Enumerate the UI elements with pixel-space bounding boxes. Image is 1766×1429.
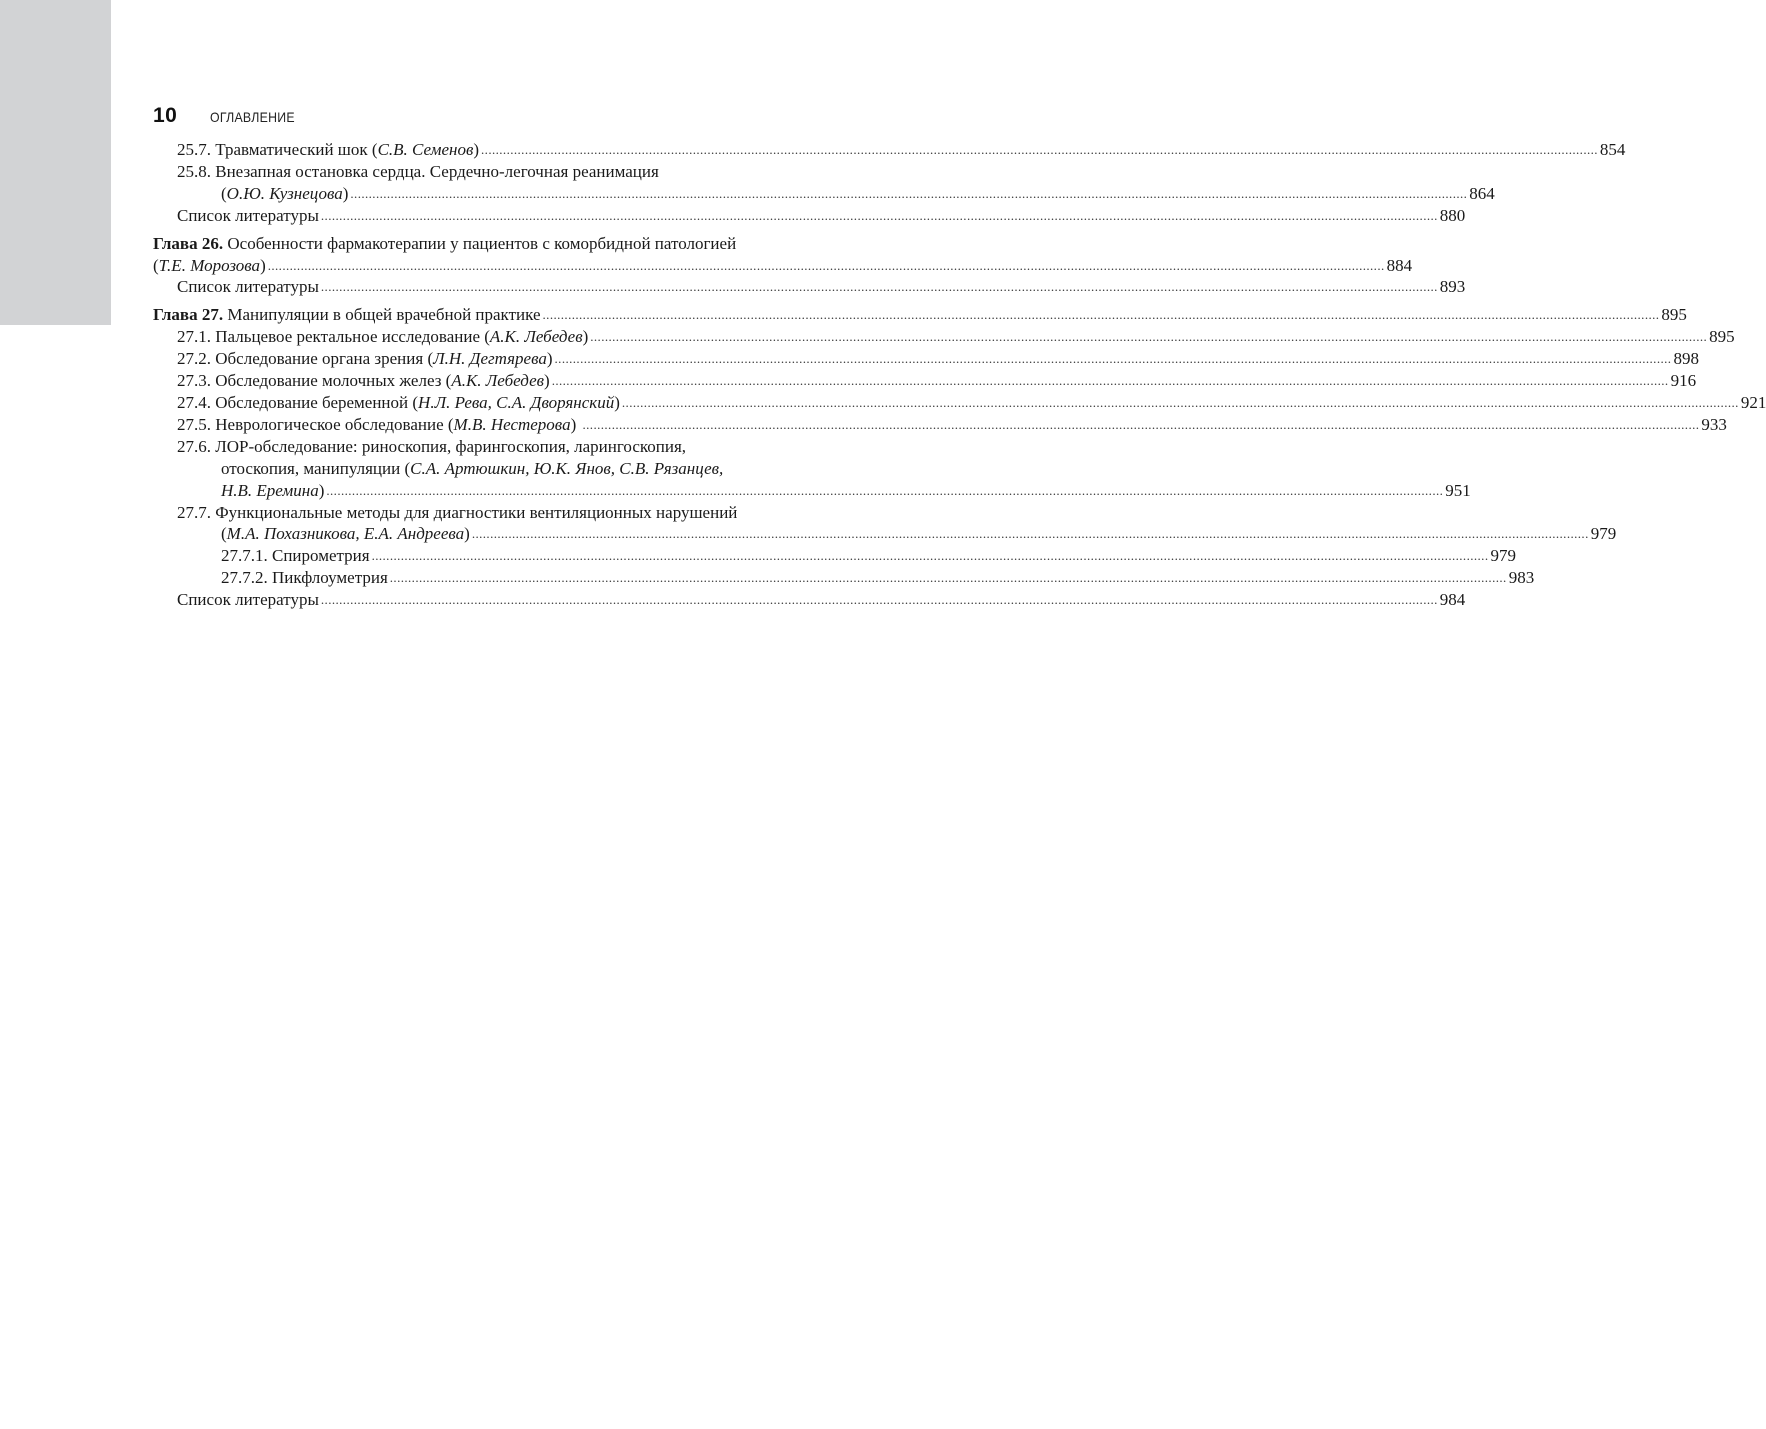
- section-number: 27.1.: [177, 327, 211, 347]
- entry-author: А.К. Лебедев: [451, 371, 545, 391]
- page-ref: 895: [1709, 327, 1735, 347]
- entry-author: М.А. Похазникова, Е.А. Андреева: [226, 524, 465, 544]
- toc-entry-27-6-line3[interactable]: [153, 480, 1471, 502]
- entry-author: С.А. Артюшкин, Ю.К. Янов, С.В. Рязанцев,: [410, 458, 724, 478]
- entry-title: Пальцевое ректальное исследование (: [215, 327, 490, 347]
- toc-chapter-26-author[interactable]: [153, 255, 1413, 277]
- dot-leader: [622, 392, 1739, 414]
- toc-entry-27-4[interactable]: [153, 392, 1766, 414]
- entry-title: Травматический шок (: [215, 140, 378, 159]
- section-number: 27.2.: [177, 349, 211, 369]
- entry-title: Внезапная остановка сердца. Сердечно-легочная реанимация: [215, 161, 659, 181]
- page-ref: 933: [1701, 414, 1727, 434]
- section-number: 27.7.2.: [221, 568, 268, 588]
- section-header: ОГЛАВЛЕНИЕ: [210, 109, 296, 125]
- entry-title: Список литературы: [177, 277, 319, 297]
- section-number: 25.8.: [177, 161, 211, 181]
- page-ref: 898: [1673, 349, 1699, 369]
- dot-leader: [543, 304, 1660, 326]
- dot-leader: [321, 276, 1438, 298]
- dot-leader: [372, 545, 1489, 567]
- paren: ): [464, 524, 470, 544]
- entry-title: Обследование молочных желез (: [215, 371, 452, 391]
- dot-leader: [590, 326, 1707, 348]
- entry-title: Особенности фармакотерапии у пациентов с коморбидной патологией: [227, 233, 737, 253]
- paren: (: [221, 524, 227, 544]
- toc-chapter-27[interactable]: [153, 304, 1687, 326]
- section-number: 27.7.1.: [221, 546, 268, 566]
- entry-title: Неврологическое обследование (: [215, 414, 454, 434]
- section-number: 27.5.: [177, 414, 211, 434]
- toc-entry-27-7-title[interactable]: [153, 502, 868, 524]
- paren: ): [582, 327, 589, 347]
- toc-chapter-26-title[interactable]: [153, 233, 868, 255]
- toc-entry-27-1[interactable]: [153, 326, 1735, 348]
- dot-leader: [321, 589, 1438, 611]
- page-ref: 884: [1386, 255, 1413, 275]
- entry-author: С.В. Семенов: [377, 140, 474, 159]
- page-ref: 916: [1670, 371, 1697, 391]
- entry-title: Функциональные методы для диагностики вентиляционных нарушений: [215, 502, 738, 522]
- toc-entry-27-7-1[interactable]: [153, 545, 1516, 567]
- entry-title: Манипуляции в общей врачебной практике: [227, 305, 541, 325]
- entry-author: Л.Н. Дегтярева: [433, 349, 547, 369]
- entry-title: Спирометрия: [272, 546, 370, 566]
- dot-leader: [555, 348, 1672, 370]
- page-ref: 895: [1661, 305, 1687, 325]
- chapter-label: Глава 26.: [153, 233, 224, 253]
- dot-leader: [481, 139, 1598, 161]
- section-number: 27.6.: [177, 436, 211, 456]
- paren: ): [473, 140, 480, 159]
- paren: ): [546, 349, 553, 369]
- page-ref: 983: [1508, 568, 1535, 588]
- section-number: 27.4.: [177, 392, 211, 412]
- entry-author: Т.Е. Морозова: [158, 255, 261, 275]
- toc-entry-literature-25[interactable]: [153, 205, 1466, 227]
- dot-leader: [326, 480, 1443, 502]
- toc-entry-27-7-2[interactable]: [153, 567, 1535, 589]
- entry-title: Пикфлоуметрия: [272, 568, 388, 588]
- toc-entry-27-2[interactable]: [153, 348, 1699, 370]
- page-ref: 951: [1445, 480, 1471, 500]
- dot-leader: [390, 567, 1507, 589]
- toc-entry-literature-26[interactable]: [153, 276, 1466, 298]
- dot-leader: [583, 414, 1700, 436]
- side-tab-marker: [0, 0, 111, 325]
- section-number: 27.3.: [177, 371, 211, 391]
- paren: ): [342, 183, 349, 203]
- page-ref: 893: [1439, 277, 1466, 297]
- toc-entry-27-5[interactable]: [153, 414, 1727, 436]
- entry-author: Н.В. Еремина: [221, 480, 319, 500]
- entry-author: Н.Л. Рева, С.А. Дворянский: [418, 392, 615, 412]
- toc-entry-25-8-author[interactable]: [153, 183, 1495, 205]
- chapter-label: Глава 27.: [153, 305, 224, 325]
- page-ref: 880: [1439, 205, 1466, 225]
- page-ref: 979: [1490, 546, 1516, 566]
- entry-title: Обследование органа зрения (: [215, 349, 434, 369]
- dot-leader: [321, 205, 1438, 227]
- page-ref: 854: [1599, 140, 1626, 159]
- entry-author: О.Ю. Кузнецова: [226, 183, 343, 203]
- entry-title: Список литературы: [177, 205, 319, 225]
- dot-leader: [350, 183, 1467, 205]
- paren: ): [544, 371, 550, 391]
- toc-entry-27-7-author[interactable]: [153, 523, 1617, 545]
- paren: ): [570, 414, 577, 434]
- toc-entry-25-8-title[interactable]: [153, 161, 868, 183]
- entry-author: А.К. Лебедев: [489, 327, 583, 347]
- page-ref: 979: [1590, 524, 1617, 544]
- toc-entry-27-3[interactable]: [153, 370, 1697, 392]
- dot-leader: [552, 370, 1669, 392]
- page-number: 10: [153, 104, 178, 127]
- paren: (: [221, 183, 227, 203]
- entry-title-cont: отоскопия, манипуляции (: [221, 458, 411, 478]
- running-head: [153, 104, 307, 128]
- toc-entry-25-7[interactable]: [153, 139, 1626, 161]
- table-of-contents: [153, 139, 1766, 611]
- dot-leader: [268, 255, 1385, 277]
- paren: ): [318, 480, 325, 500]
- section-number: 27.7.: [177, 502, 211, 522]
- page-ref: 864: [1469, 183, 1495, 203]
- toc-entry-literature-27[interactable]: [153, 589, 1466, 611]
- toc-entry-27-6-line2[interactable]: [153, 458, 868, 480]
- toc-entry-27-6-title[interactable]: [153, 436, 868, 458]
- page-ref: 921: [1740, 392, 1766, 412]
- paren: ): [614, 392, 620, 412]
- entry-title: Список литературы: [177, 590, 319, 610]
- paren: (: [153, 255, 159, 275]
- dot-leader: [472, 523, 1589, 545]
- entry-author: М.В. Нестерова: [453, 414, 571, 434]
- entry-title: Обследование беременной (: [215, 392, 419, 412]
- entry-title: ЛОР-обследование: риноскопия, фарингоскопия, ларингоскопия,: [215, 436, 687, 456]
- paren: ): [260, 255, 266, 275]
- section-number: 25.7.: [177, 140, 211, 159]
- page-ref: 984: [1439, 590, 1466, 610]
